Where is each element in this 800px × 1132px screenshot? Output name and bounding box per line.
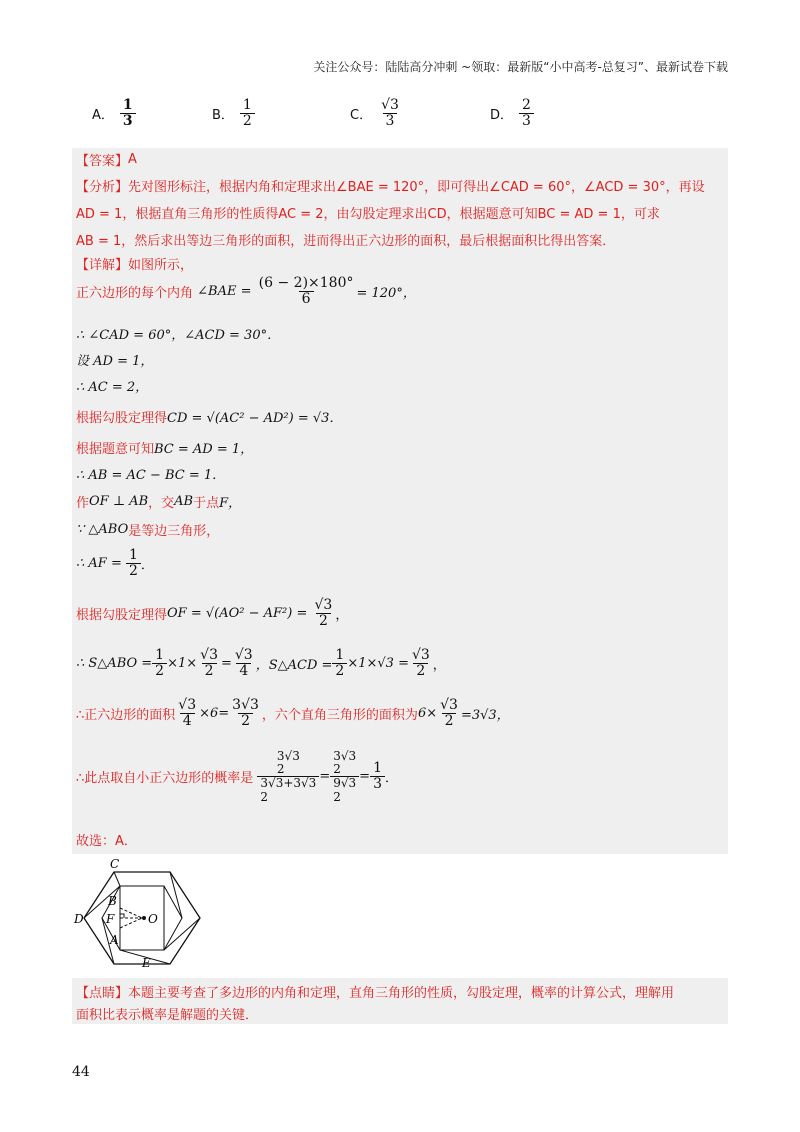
choose-line: 故选：A． [76, 834, 137, 849]
analysis-line-3: AB = 1，然后求出等边三角形的面积，进而得出正六边形的面积，最后根据面积比得出答案． [76, 234, 616, 249]
detail-intro: 【详解】 如图所示， [76, 258, 194, 273]
detail-line-8: 作 OF ⊥ AB ，交 AB 于点 F， [76, 494, 242, 511]
detail-line-6: 根据题意可知 BC = AD = 1， [76, 442, 254, 457]
figure-label-b: B [108, 894, 117, 908]
figure-label-d: D [74, 912, 84, 926]
figure-label-e: E [142, 956, 151, 970]
detail-line-9: ∵ △ABO 是等边三角形， [76, 522, 220, 539]
option-a: A． $\frac{1}{3}$ [92, 98, 136, 130]
detail-line-4: ∴ AC = 2， [76, 380, 149, 395]
figure-label-a: A [110, 933, 119, 947]
option-c: C． $\frac{√3}{3}$ [350, 97, 399, 130]
remark-line-2: 面积比表示概率是解题的关键． [76, 1008, 259, 1023]
figure-label-c: C [110, 857, 120, 871]
hexagon-figure [72, 856, 210, 974]
figure-label-f: F [106, 912, 115, 926]
detail-line-12: ∴ S△ABO = $\frac{1}{2}$ ×1× $\frac{√3}{2}$ = $\frac{√3}{4}$ ，S△ACD = $\frac{1}{2}$ ×1×√3 = $\frac{√3}{2}$ ， [76, 647, 446, 680]
detail-line-5: 根据勾股定理得 CD = √(AC² − AD²) = √3． [76, 411, 343, 426]
detail-line-13: ∴正六边形的面积 $\frac{√3}{4}$ ×6= $\frac{3√3}{2}$ ，六个直角三角形的面积为 6× $\frac{√3}{2}$ =3√3， [76, 697, 510, 730]
detail-line-10: ∴ AF = $\frac{1}{2}$ ． [76, 547, 154, 580]
detail-line-3: 设 AD = 1， [76, 354, 154, 369]
option-d: D． $\frac{2}{3}$ [490, 98, 534, 130]
answer-options [92, 98, 652, 142]
detail-line-7: ∴ AB = AC − BC = 1． [76, 468, 226, 483]
detail-line-1: 正六边形的每个内角 ∠BAE = $\frac{(6 - 2)\times 180^\circ}{6}$ = 120°， [76, 275, 416, 308]
detail-line-11: 根据勾股定理得 OF = √(AO² − AF²) = $\frac{√3}{2}$ ， [76, 597, 349, 630]
page-header: 关注公众号：陆陆高分冲刺 ~领取：最新版“小中高考-总复习”、最新试卷下载 [313, 60, 728, 74]
page-number: 44 [72, 1064, 90, 1080]
analysis-line-2: AD = 1，根据直角三角形的性质得AC = 2，由勾股定理求出CD，根据题意可知BC = AD = 1，可求 [76, 207, 660, 222]
detail-line-2: ∴ ∠CAD = 60°，∠ACD = 30°． [76, 328, 281, 343]
analysis-line-1: 【分析】 先对图形标注，根据内角和定理求出∠BAE = 120°，即可得出∠CAD = 60°，∠ACD = 30°，再设 [76, 180, 705, 195]
option-b: B． $\frac{1}{2}$ [212, 98, 255, 130]
detail-line-14: ∴此点取自小正六边形的概率是 3√3 2 3√3+3√3 2 = 3√3 2 9√3 2 = $\frac{1}{3}$ ． [76, 749, 398, 804]
remark-line-1: 【点睛】 本题主要考查了多边形的内角和定理，直角三角形的性质，勾股定理，概率的计算公式，理解用 [76, 986, 675, 1001]
answer-line: 【答案】 A [76, 152, 137, 169]
figure-label-o: O [148, 912, 158, 926]
